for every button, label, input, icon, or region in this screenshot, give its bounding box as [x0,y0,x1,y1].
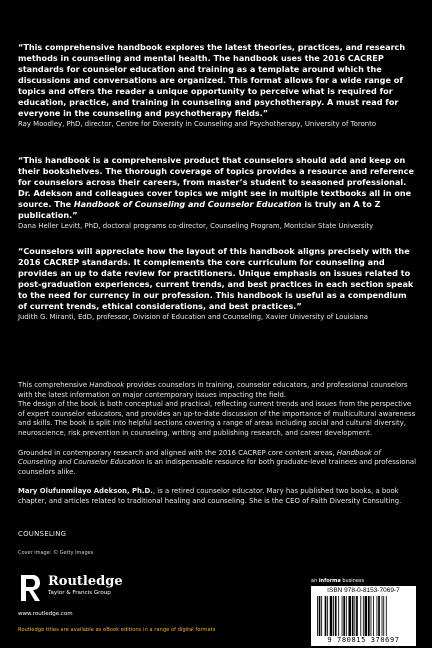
review-attribution: Judith G. Miranti, EdD, professor, Division of Education and Counseling, Xavier University of Louisiana [18,313,368,321]
publisher-subtitle: Taylor & Francis Group [48,590,111,596]
isbn-label: ISBN 978-0-8153-7069-7 [327,587,400,594]
subject-category: COUNSELING [18,530,67,538]
barcode-bar [368,596,370,636]
review-quote: “This comprehensive handbook explores the latest theories, practices, and research methods in counseling and mental health. The handbook uses the 2016 CACREP standards for counselor education and training as a template around which the discussions and conversations are organized. This format allows for a wide range of topics and offers the reader a unique opportunity to perceive what is required for education, practice, and training in counseling and psychotherapy. A must read for everyone in the counseling and psychotherapy fields.” [18,42,406,118]
ebook-notice: Routledge titles are available as eBook editions in a range of digital formats [18,627,216,633]
barcode-digits: 9 780815 370697 [327,636,400,644]
review-2 [18,155,416,231]
barcode-bar [342,596,343,636]
book-description [18,381,416,507]
barcode-bar [352,596,354,636]
barcode-bar [386,596,387,636]
barcode-bar [348,596,351,636]
review-quote: “This handbook is a comprehensive product that counselors should add and keep on their bookshelves. The thorough coverage of topics provides a resource and reference for counselors across their careers, from master’s student to seasoned professional. Dr. Adekson and colleagues cover topics we might see in multiple textbooks all in one source. The Handbook of Counseling and Counselor Education is truly an A to Z publication.” [18,155,414,220]
description-paragraph: Grounded in contemporary research and aligned with the 2016 CACREP core content areas, Handbook of Counseling and Counselor Education is an indispensable resource for both graduate-level trainees and professional counselors alike. [18,448,417,476]
barcode-bar [354,596,355,636]
routledge-logo [18,573,158,605]
barcode-bar [325,596,327,636]
review-attribution: Dana Heller Levitt, PhD, doctoral programs co-director, Counseling Program, Montclair State University [18,222,374,230]
barcode [311,586,416,646]
barcode-bar [377,596,378,636]
review-3 [18,246,416,322]
barcode-bar [335,596,337,636]
barcode-bar [383,596,384,636]
barcode-bar [321,596,322,636]
author-bio: Mary Olufunmilayo Adekson, Ph.D., is a retired counselor educator. Mary has published two books, a book chapter, and articles related to traditional healing and counseling. She is the CEO of Faith Diversity Consulting. [18,487,402,505]
description-paragraph: This comprehensive Handbook provides counselors in training, counselor educators, and professional counselors with the latest information on major contemporary issues impacting the field. [18,381,408,399]
barcode-bar [333,596,334,636]
barcode-bar [371,596,372,636]
barcode-bar [382,596,383,636]
review-1 [18,42,416,129]
review-quote: “Counselors will appreciate how the layout of this handbook aligns precisely with the 2016 CACREP standards. It complements the core curriculum for counseling and provides an up to date review for practitioners. Unique emphasis on issues related to post-graduation experiences, current trends, and best practices in each section speak to the need for currency in our profession. This handbook is useful as a compendium of current trends, ethical considerations, and best practices.” [18,246,414,311]
barcode-bar [319,596,321,636]
barcode-bar [330,596,333,636]
barcode-bar [360,596,361,636]
routledge-logo-icon [18,573,42,603]
barcode-bar [343,596,345,636]
publisher-url[interactable]: www.routledge.com [18,611,73,617]
barcode-bars [317,596,410,636]
publisher-name: Routledge [48,574,123,589]
barcode-bar [317,596,318,636]
barcode-bar [365,596,368,636]
barcode-bar [363,596,364,636]
barcode-bar [356,596,358,636]
description-paragraph: The design of the book is both conceptual and practical, reflecting current trends and issues from the perspective of expert counselor educators, and provides an up-to-date discussion of the importance of multicultural awareness and skills. The book is split into helpful sections covering a range of areas including social and cultural diversity, neuroscience, risk prevention in counseling, writing and publishing research, and career development. [18,400,416,437]
cover-image-credit: Cover image: © Getty Images [18,550,94,556]
barcode-bar [373,596,374,636]
barcode-bar [346,596,347,636]
barcode-bar [327,596,328,636]
book-title-italic: Handbook of Counseling and Counselor Education [73,199,302,209]
informa-business: an informa business [311,578,365,584]
barcode-bar [378,596,380,636]
barcode-bar [338,596,339,636]
author-name: Mary Olufunmilayo Adekson, Ph.D. [18,487,153,496]
review-attribution: Ray Moodley, PhD, director, Centre for Diversity in Counseling and Psychotherapy, University of Toronto [18,120,377,128]
